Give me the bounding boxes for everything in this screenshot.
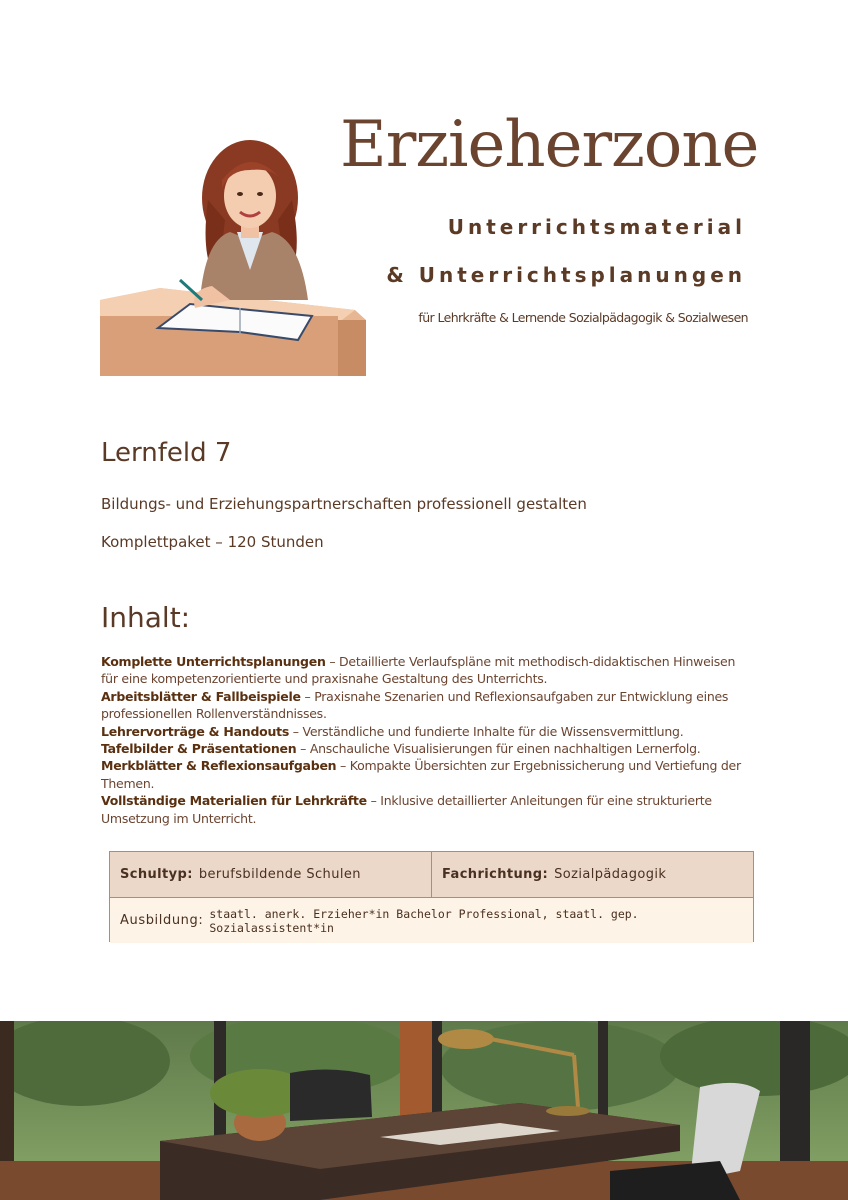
subtitle-line-2: & Unterrichtsplanungen [386, 263, 746, 287]
item-text: – Anschauliche Visualisierungen für einen nachhaltigen Lernerfolg. [296, 741, 701, 757]
lernfeld-title: Lernfeld 7 [101, 438, 232, 468]
lernfeld-description: Bildungs- und Erziehungspartnerschaften professionell gestalten [101, 495, 587, 513]
item-title: Tafelbilder & Präsentationen [101, 741, 297, 757]
item-title: Merkblätter & Reflexionsaufgaben [101, 758, 337, 774]
item-title: Arbeitsblätter & Fallbeispiele [101, 688, 301, 704]
item-text: – Inklusive detaillierter Anleitungen für eine strukturierte Umsetzung im Unterricht. [101, 793, 712, 826]
fachrichtung-label: Fachrichtung: [442, 867, 549, 882]
list-item [101, 792, 751, 827]
item-title: Komplette Unterrichtsplanungen [101, 654, 326, 669]
lernfeld-package: Komplettpaket – 120 Stunden [101, 533, 324, 551]
subtitle-line-1: Unterrichtsmaterial [447, 215, 746, 239]
schultyp-label: Schultyp: [120, 867, 193, 882]
schultyp-cell [110, 852, 431, 897]
list-item [101, 723, 751, 740]
item-title: Lehrervorträge & Handouts [101, 723, 290, 739]
teacher-illustration [100, 140, 366, 376]
content-list [101, 653, 751, 827]
fachrichtung-cell [431, 852, 753, 897]
brand-title: Erzieherzone [340, 108, 759, 182]
info-table [109, 851, 754, 942]
ausbildung-row [110, 898, 753, 943]
list-item [101, 757, 751, 792]
item-text: – Verständliche und fundierte Inhalte für die Wissensvermittlung. [289, 723, 684, 739]
item-text: – Praxisnahe Szenarien und Reflexionsaufgaben zur Entwicklung eines professionellen Rollenverständnisses. [101, 688, 729, 722]
item-text: – Detaillierte Verlaufspläne mit methodisch-didaktischen Hinweisen für eine kompetenzorientierte und praxisnahe Gestaltung des Unterrichts. [101, 654, 736, 687]
ausbildung-value: staatl. anerk. Erzieher*in Bachelor Professional, staatl. gep. Sozialassistent*in [209, 906, 639, 935]
list-item [101, 653, 751, 688]
schultyp-value: berufsbildende Schulen [198, 867, 361, 882]
content-heading: Inhalt: [101, 601, 191, 634]
item-title: Vollständige Materialien für Lehrkräfte [101, 793, 367, 809]
fachrichtung-value: Sozialpädagogik [554, 867, 667, 882]
tagline: für Lehrkräfte & Lernende Sozialpädagogik & Sozialwesen [418, 310, 748, 325]
list-item [101, 740, 751, 757]
office-desk-photo [0, 1021, 848, 1200]
list-item [101, 688, 751, 723]
item-text: – Kompakte Übersichten zur Ergebnissicherung und Vertiefung der Themen. [101, 758, 741, 791]
ausbildung-label: Ausbildung: [120, 913, 204, 928]
info-row-top [110, 852, 753, 898]
